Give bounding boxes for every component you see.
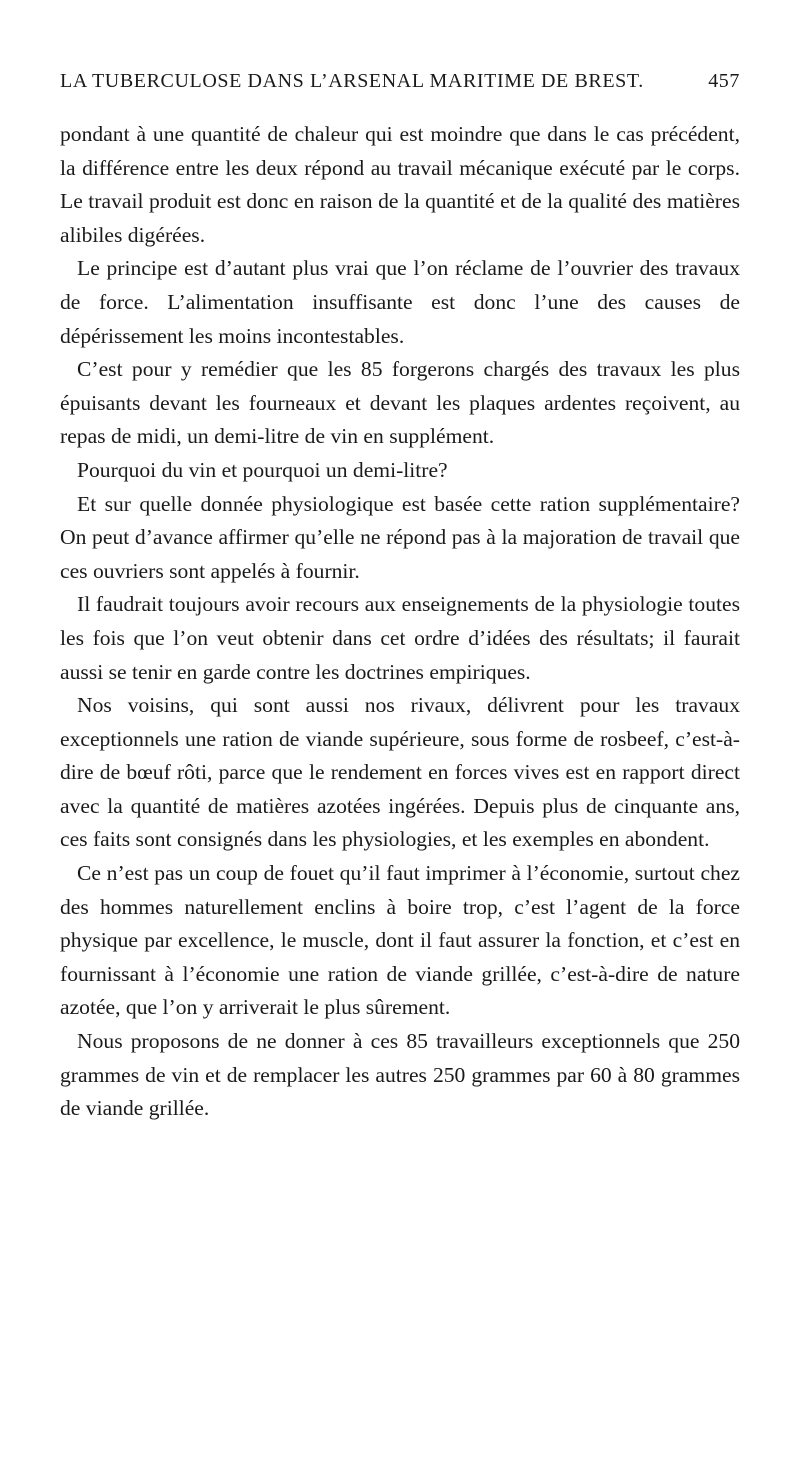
paragraph: Nos voisins, qui sont aussi nos rivaux, délivrent pour les travaux exceptionnels une ration de viande supérieure, sous forme de rosbeef, c’est-à-dire de bœuf rôti, parce que le rendement en forces vives est en rapport direct avec la quantité de matières azotées ingérées. Depuis plus de cinquante ans, ces faits sont consignés dans les physiologies, et les exemples en abondent. bbox=[60, 693, 740, 852]
body-text bbox=[60, 118, 740, 1126]
page-number: 457 bbox=[708, 70, 740, 92]
paragraph: Et sur quelle donnée physiologique est basée cette ration supplémentaire? On peut d’avance affirmer qu’elle ne répond pas à la majoration de travail que ces ouvriers sont appelés à fournir. bbox=[60, 491, 740, 583]
paragraph: pondant à une quantité de chaleur qui est moindre que dans le cas précédent, la différence entre les deux répond au travail mécanique exécuté par le corps. Le travail produit est donc en raison de la quantité et de la qualité des matières alibiles digérées. bbox=[60, 122, 740, 247]
paragraph: Le principe est d’autant plus vrai que l’on réclame de l’ouvrier des travaux de force. L’alimentation insuffisante est donc l’une des causes de dépérissement les moins incontestables. bbox=[60, 256, 740, 348]
paragraph: C’est pour y remédier que les 85 forgerons chargés des travaux les plus épuisants devant les fourneaux et devant les plaques ardentes reçoivent, au repas de midi, un demi-litre de vin en supplément. bbox=[60, 357, 740, 449]
header-title: LA TUBERCULOSE DANS L’ARSENAL MARITIME DE BREST. bbox=[60, 70, 644, 92]
running-header bbox=[60, 70, 740, 104]
paragraph: Il faudrait toujours avoir recours aux enseignements de la physiologie toutes les fois que l’on veut obtenir dans cet ordre d’idées des résultats; il faurait aussi se tenir en garde contre les doctrines empiriques. bbox=[60, 592, 740, 684]
paragraph: Nous proposons de ne donner à ces 85 travailleurs exceptionnels que 250 grammes de vin et de remplacer les autres 250 grammes par 60 à 80 grammes de viande grillée. bbox=[60, 1029, 740, 1121]
paragraph: Ce n’est pas un coup de fouet qu’il faut imprimer à l’économie, surtout chez des hommes naturellement enclins à boire trop, c’est l’agent de la force physique par excellence, le muscle, dont il faut assurer la fonction, et c’est en fournissant à l’économie une ration de viande grillée, c’est-à-dire de nature azotée, que l’on y arriverait le plus sûrement. bbox=[60, 861, 740, 1020]
paragraph: Pourquoi du vin et pourquoi un demi-litre? bbox=[77, 457, 448, 482]
